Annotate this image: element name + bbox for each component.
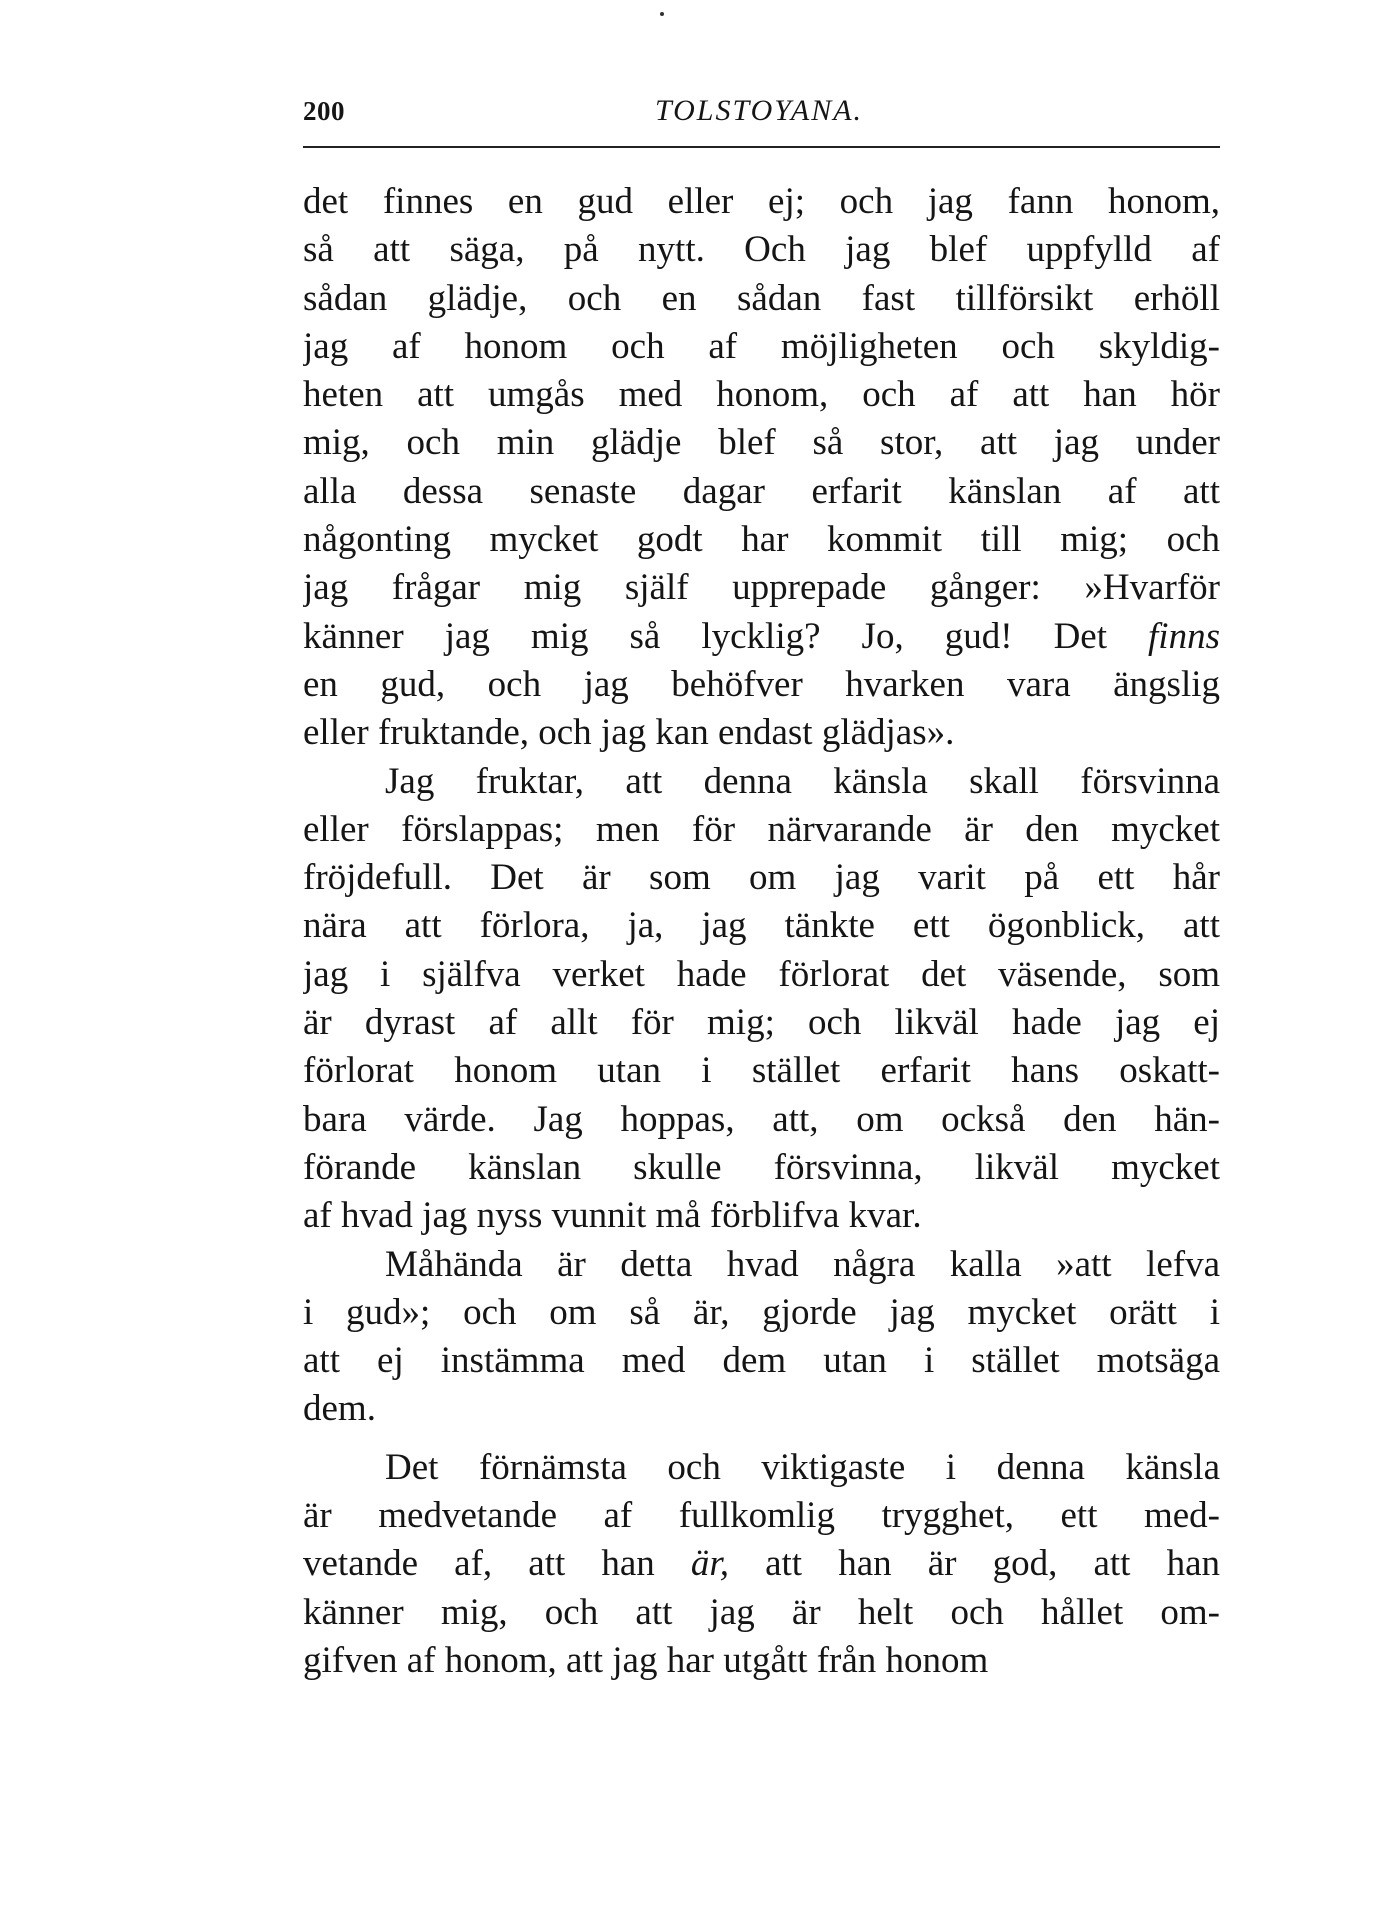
text-line: Jag fruktar, att denna känsla skall försvinna <box>385 760 1220 802</box>
text-line: dem. <box>303 1388 376 1430</box>
paragraph-gap <box>303 1434 1220 1444</box>
text-line: känner mig, och att jag är helt och hållet om- <box>303 1591 1220 1633</box>
text-line: en gud, och jag behöfver hvarken vara ängslig <box>303 663 1220 705</box>
text-line: alla dessa senaste dagar erfarit känslan af att <box>303 470 1220 512</box>
text-line: är medvetande af fullkomlig trygghet, ett med- <box>303 1495 1220 1537</box>
emphasis: är, <box>690 1543 729 1585</box>
text-line: mig, och min glädje blef så stor, att jag under <box>303 422 1220 464</box>
text-line: gifven af honom, att jag har utgått från honom <box>303 1639 989 1681</box>
text-line: förlorat honom utan i stället erfarit hans oskatt- <box>303 1050 1220 1092</box>
text-line: heten att umgås med honom, och af att han hör <box>303 374 1220 416</box>
text-line: Det förnämsta och viktigaste i denna känsla <box>385 1446 1220 1488</box>
text-line: nära att förlora, ja, jag tänkte ett ögonblick, att <box>303 905 1220 947</box>
running-title: TOLSTOYANA. <box>655 94 864 127</box>
paragraph <box>303 1241 1220 1434</box>
text-line: är dyrast af allt för mig; och likväl hade jag ej <box>303 1002 1220 1044</box>
text-line: bara värde. Jag hoppas, att, om också den hän- <box>303 1098 1220 1140</box>
text-line: någonting mycket godt har kommit till mig; och <box>303 519 1220 561</box>
text-line: sådan glädje, och en sådan fast tillförsikt erhöll <box>303 277 1220 319</box>
header-rule <box>303 146 1220 148</box>
paragraph <box>303 758 1220 1241</box>
body-text <box>303 178 1220 1685</box>
text-line: det finnes en gud eller ej; och jag fann honom, <box>303 181 1220 222</box>
text-line: vetande af, att han är, att han är god, att han <box>303 1543 1220 1585</box>
text-line: jag i själfva verket hade förlorat det väsende, som <box>303 953 1220 995</box>
text-line: i gud»; och om så är, gjorde jag mycket orätt i <box>303 1291 1220 1333</box>
print-speck <box>660 12 664 16</box>
text-line: eller förslappas; men för närvarande är den mycket <box>303 808 1220 850</box>
text-line: att ej instämma med dem utan i stället motsäga <box>303 1340 1220 1382</box>
paragraph <box>303 1444 1220 1685</box>
text-line: eller fruktande, och jag kan endast glädjas». <box>303 712 955 754</box>
text-line: Måhända är detta hvad några kalla »att lefva <box>385 1243 1220 1285</box>
text-line: fröjdefull. Det är som om jag varit på ett hår <box>303 857 1220 899</box>
text-line: förande känslan skulle försvinna, likväl mycket <box>303 1146 1220 1188</box>
running-head <box>303 96 1220 136</box>
text-line: jag af honom och af möjligheten och skyldig- <box>303 325 1220 367</box>
page-number: 200 <box>303 96 345 126</box>
text-line: af hvad jag nyss vunnit må förblifva kvar. <box>303 1195 922 1237</box>
text-line: jag frågar mig själf upprepade gånger: »Hvarför <box>303 567 1220 609</box>
text-line: känner jag mig så lycklig? Jo, gud! Det finns <box>303 615 1220 657</box>
paragraph <box>303 178 1220 758</box>
text-line: så att säga, på nytt. Och jag blef uppfylld af <box>303 229 1220 271</box>
emphasis: finns <box>1148 615 1220 657</box>
